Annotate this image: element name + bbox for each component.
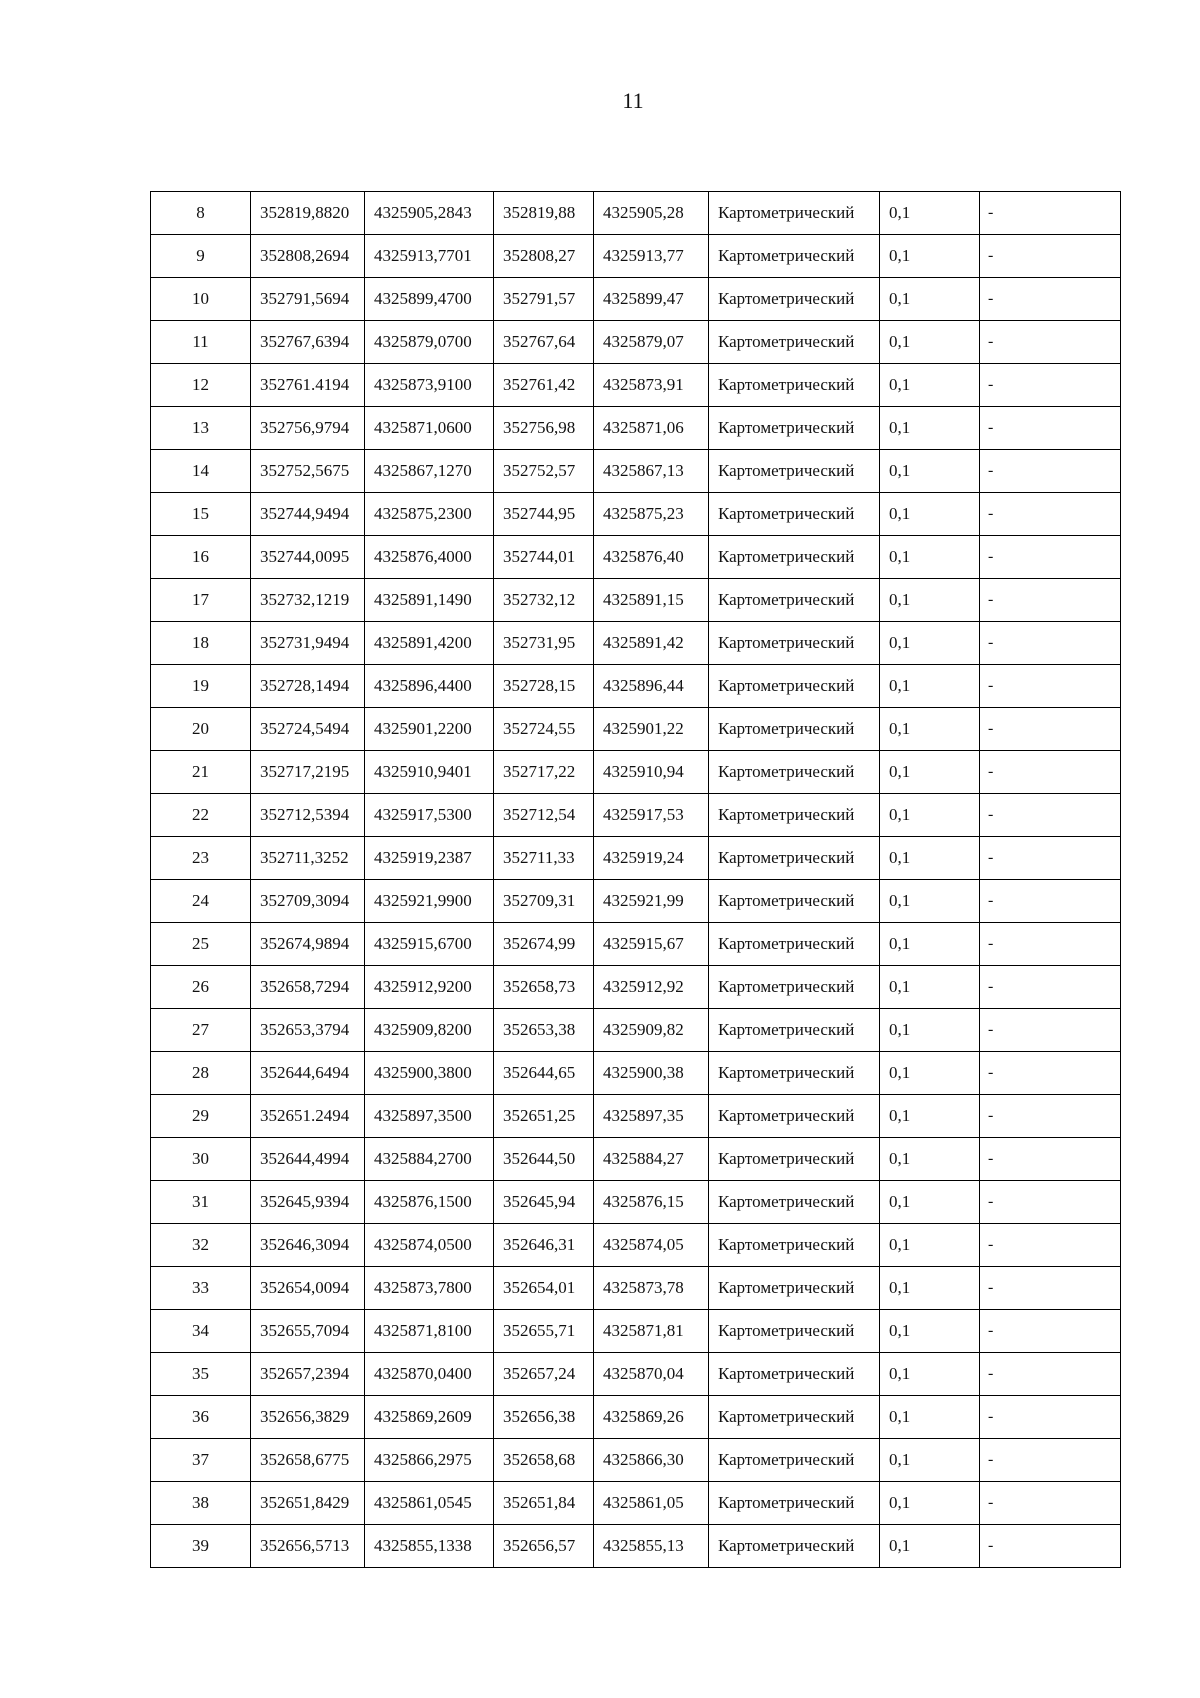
accuracy-cell: 0,1 bbox=[880, 708, 980, 751]
note-cell: - bbox=[980, 1439, 1121, 1482]
coordinates-table bbox=[150, 191, 1121, 1568]
note-cell: - bbox=[980, 880, 1121, 923]
table-row bbox=[151, 923, 1121, 966]
note-cell: - bbox=[980, 794, 1121, 837]
y-coordinate-cell: 4325884,2700 bbox=[365, 1138, 494, 1181]
point-number-cell: 36 bbox=[151, 1396, 251, 1439]
x-rounded-cell: 352732,12 bbox=[494, 579, 594, 622]
x-coordinate-cell: 352732,1219 bbox=[251, 579, 365, 622]
method-cell: Картометрический bbox=[709, 364, 880, 407]
x-rounded-cell: 352711,33 bbox=[494, 837, 594, 880]
y-rounded-cell: 4325919,24 bbox=[594, 837, 709, 880]
table-row bbox=[151, 1095, 1121, 1138]
x-coordinate-cell: 352731,9494 bbox=[251, 622, 365, 665]
method-cell: Картометрический bbox=[709, 493, 880, 536]
y-coordinate-cell: 4325899,4700 bbox=[365, 278, 494, 321]
method-cell: Картометрический bbox=[709, 450, 880, 493]
point-number-cell: 26 bbox=[151, 966, 251, 1009]
y-rounded-cell: 4325875,23 bbox=[594, 493, 709, 536]
y-coordinate-cell: 4325905,2843 bbox=[365, 192, 494, 235]
y-rounded-cell: 4325884,27 bbox=[594, 1138, 709, 1181]
y-rounded-cell: 4325870,04 bbox=[594, 1353, 709, 1396]
y-coordinate-cell: 4325891,4200 bbox=[365, 622, 494, 665]
x-coordinate-cell: 352709,3094 bbox=[251, 880, 365, 923]
table-row bbox=[151, 622, 1121, 665]
point-number-cell: 20 bbox=[151, 708, 251, 751]
accuracy-cell: 0,1 bbox=[880, 837, 980, 880]
x-rounded-cell: 352674,99 bbox=[494, 923, 594, 966]
x-rounded-cell: 352651,84 bbox=[494, 1482, 594, 1525]
table-row bbox=[151, 794, 1121, 837]
x-coordinate-cell: 352674,9894 bbox=[251, 923, 365, 966]
note-cell: - bbox=[980, 1310, 1121, 1353]
method-cell: Картометрический bbox=[709, 1439, 880, 1482]
y-coordinate-cell: 4325896,4400 bbox=[365, 665, 494, 708]
x-coordinate-cell: 352712,5394 bbox=[251, 794, 365, 837]
x-coordinate-cell: 352644,6494 bbox=[251, 1052, 365, 1095]
accuracy-cell: 0,1 bbox=[880, 794, 980, 837]
x-rounded-cell: 352646,31 bbox=[494, 1224, 594, 1267]
x-rounded-cell: 352712,54 bbox=[494, 794, 594, 837]
y-rounded-cell: 4325869,26 bbox=[594, 1396, 709, 1439]
y-coordinate-cell: 4325876,1500 bbox=[365, 1181, 494, 1224]
x-rounded-cell: 352728,15 bbox=[494, 665, 594, 708]
accuracy-cell: 0,1 bbox=[880, 622, 980, 665]
method-cell: Картометрический bbox=[709, 278, 880, 321]
y-rounded-cell: 4325866,30 bbox=[594, 1439, 709, 1482]
x-rounded-cell: 352651,25 bbox=[494, 1095, 594, 1138]
point-number-cell: 17 bbox=[151, 579, 251, 622]
note-cell: - bbox=[980, 579, 1121, 622]
x-coordinate-cell: 352656,3829 bbox=[251, 1396, 365, 1439]
method-cell: Картометрический bbox=[709, 880, 880, 923]
method-cell: Картометрический bbox=[709, 1525, 880, 1568]
y-rounded-cell: 4325912,92 bbox=[594, 966, 709, 1009]
x-rounded-cell: 352744,01 bbox=[494, 536, 594, 579]
y-rounded-cell: 4325901,22 bbox=[594, 708, 709, 751]
accuracy-cell: 0,1 bbox=[880, 321, 980, 364]
y-coordinate-cell: 4325869,2609 bbox=[365, 1396, 494, 1439]
table-row bbox=[151, 493, 1121, 536]
y-rounded-cell: 4325855,13 bbox=[594, 1525, 709, 1568]
method-cell: Картометрический bbox=[709, 751, 880, 794]
x-coordinate-cell: 352756,9794 bbox=[251, 407, 365, 450]
note-cell: - bbox=[980, 1181, 1121, 1224]
y-coordinate-cell: 4325915,6700 bbox=[365, 923, 494, 966]
y-rounded-cell: 4325871,81 bbox=[594, 1310, 709, 1353]
x-coordinate-cell: 352655,7094 bbox=[251, 1310, 365, 1353]
x-coordinate-cell: 352819,8820 bbox=[251, 192, 365, 235]
x-coordinate-cell: 352791,5694 bbox=[251, 278, 365, 321]
note-cell: - bbox=[980, 1138, 1121, 1181]
method-cell: Картометрический bbox=[709, 966, 880, 1009]
y-coordinate-cell: 4325876,4000 bbox=[365, 536, 494, 579]
method-cell: Картометрический bbox=[709, 794, 880, 837]
x-rounded-cell: 352717,22 bbox=[494, 751, 594, 794]
x-coordinate-cell: 352645,9394 bbox=[251, 1181, 365, 1224]
table-row bbox=[151, 880, 1121, 923]
accuracy-cell: 0,1 bbox=[880, 1310, 980, 1353]
y-coordinate-cell: 4325919,2387 bbox=[365, 837, 494, 880]
y-coordinate-cell: 4325855,1338 bbox=[365, 1525, 494, 1568]
accuracy-cell: 0,1 bbox=[880, 450, 980, 493]
note-cell: - bbox=[980, 665, 1121, 708]
method-cell: Картометрический bbox=[709, 1224, 880, 1267]
x-rounded-cell: 352644,50 bbox=[494, 1138, 594, 1181]
point-number-cell: 12 bbox=[151, 364, 251, 407]
note-cell: - bbox=[980, 1009, 1121, 1052]
y-rounded-cell: 4325891,42 bbox=[594, 622, 709, 665]
y-rounded-cell: 4325861,05 bbox=[594, 1482, 709, 1525]
y-coordinate-cell: 4325913,7701 bbox=[365, 235, 494, 278]
point-number-cell: 37 bbox=[151, 1439, 251, 1482]
point-number-cell: 31 bbox=[151, 1181, 251, 1224]
x-coordinate-cell: 352761.4194 bbox=[251, 364, 365, 407]
accuracy-cell: 0,1 bbox=[880, 235, 980, 278]
x-coordinate-cell: 352657,2394 bbox=[251, 1353, 365, 1396]
x-coordinate-cell: 352717,2195 bbox=[251, 751, 365, 794]
point-number-cell: 21 bbox=[151, 751, 251, 794]
accuracy-cell: 0,1 bbox=[880, 1095, 980, 1138]
y-coordinate-cell: 4325866,2975 bbox=[365, 1439, 494, 1482]
table-row bbox=[151, 665, 1121, 708]
accuracy-cell: 0,1 bbox=[880, 1181, 980, 1224]
point-number-cell: 38 bbox=[151, 1482, 251, 1525]
point-number-cell: 27 bbox=[151, 1009, 251, 1052]
accuracy-cell: 0,1 bbox=[880, 1396, 980, 1439]
method-cell: Картометрический bbox=[709, 192, 880, 235]
table-row bbox=[151, 1482, 1121, 1525]
x-coordinate-cell: 352744,9494 bbox=[251, 493, 365, 536]
x-rounded-cell: 352756,98 bbox=[494, 407, 594, 450]
y-rounded-cell: 4325910,94 bbox=[594, 751, 709, 794]
note-cell: - bbox=[980, 493, 1121, 536]
note-cell: - bbox=[980, 278, 1121, 321]
accuracy-cell: 0,1 bbox=[880, 880, 980, 923]
y-coordinate-cell: 4325891,1490 bbox=[365, 579, 494, 622]
point-number-cell: 8 bbox=[151, 192, 251, 235]
note-cell: - bbox=[980, 321, 1121, 364]
point-number-cell: 28 bbox=[151, 1052, 251, 1095]
y-rounded-cell: 4325909,82 bbox=[594, 1009, 709, 1052]
accuracy-cell: 0,1 bbox=[880, 751, 980, 794]
x-rounded-cell: 352731,95 bbox=[494, 622, 594, 665]
y-coordinate-cell: 4325873,9100 bbox=[365, 364, 494, 407]
note-cell: - bbox=[980, 837, 1121, 880]
x-coordinate-cell: 352752,5675 bbox=[251, 450, 365, 493]
note-cell: - bbox=[980, 1267, 1121, 1310]
table-row bbox=[151, 1181, 1121, 1224]
point-number-cell: 33 bbox=[151, 1267, 251, 1310]
y-rounded-cell: 4325879,07 bbox=[594, 321, 709, 364]
accuracy-cell: 0,1 bbox=[880, 1052, 980, 1095]
table-row bbox=[151, 536, 1121, 579]
point-number-cell: 16 bbox=[151, 536, 251, 579]
table-row bbox=[151, 1267, 1121, 1310]
table-row bbox=[151, 579, 1121, 622]
y-coordinate-cell: 4325897,3500 bbox=[365, 1095, 494, 1138]
x-rounded-cell: 352808,27 bbox=[494, 235, 594, 278]
point-number-cell: 18 bbox=[151, 622, 251, 665]
accuracy-cell: 0,1 bbox=[880, 923, 980, 966]
x-rounded-cell: 352656,38 bbox=[494, 1396, 594, 1439]
table-row bbox=[151, 407, 1121, 450]
method-cell: Картометрический bbox=[709, 1181, 880, 1224]
accuracy-cell: 0,1 bbox=[880, 1525, 980, 1568]
table-row bbox=[151, 966, 1121, 1009]
x-rounded-cell: 352658,68 bbox=[494, 1439, 594, 1482]
point-number-cell: 32 bbox=[151, 1224, 251, 1267]
accuracy-cell: 0,1 bbox=[880, 579, 980, 622]
point-number-cell: 10 bbox=[151, 278, 251, 321]
table-row bbox=[151, 1525, 1121, 1568]
y-rounded-cell: 4325876,40 bbox=[594, 536, 709, 579]
point-number-cell: 24 bbox=[151, 880, 251, 923]
x-rounded-cell: 352658,73 bbox=[494, 966, 594, 1009]
x-coordinate-cell: 352658,6775 bbox=[251, 1439, 365, 1482]
table-row bbox=[151, 364, 1121, 407]
y-coordinate-cell: 4325867,1270 bbox=[365, 450, 494, 493]
accuracy-cell: 0,1 bbox=[880, 364, 980, 407]
x-coordinate-cell: 352728,1494 bbox=[251, 665, 365, 708]
accuracy-cell: 0,1 bbox=[880, 665, 980, 708]
x-coordinate-cell: 352808,2694 bbox=[251, 235, 365, 278]
y-coordinate-cell: 4325873,7800 bbox=[365, 1267, 494, 1310]
accuracy-cell: 0,1 bbox=[880, 278, 980, 321]
accuracy-cell: 0,1 bbox=[880, 1353, 980, 1396]
method-cell: Картометрический bbox=[709, 579, 880, 622]
y-coordinate-cell: 4325871,0600 bbox=[365, 407, 494, 450]
table-row bbox=[151, 278, 1121, 321]
x-rounded-cell: 352752,57 bbox=[494, 450, 594, 493]
y-rounded-cell: 4325876,15 bbox=[594, 1181, 709, 1224]
y-rounded-cell: 4325897,35 bbox=[594, 1095, 709, 1138]
table-row bbox=[151, 837, 1121, 880]
x-rounded-cell: 352653,38 bbox=[494, 1009, 594, 1052]
y-coordinate-cell: 4325901,2200 bbox=[365, 708, 494, 751]
method-cell: Картометрический bbox=[709, 1310, 880, 1353]
note-cell: - bbox=[980, 708, 1121, 751]
point-number-cell: 9 bbox=[151, 235, 251, 278]
accuracy-cell: 0,1 bbox=[880, 1267, 980, 1310]
table-row bbox=[151, 192, 1121, 235]
point-number-cell: 15 bbox=[151, 493, 251, 536]
x-rounded-cell: 352655,71 bbox=[494, 1310, 594, 1353]
accuracy-cell: 0,1 bbox=[880, 493, 980, 536]
x-coordinate-cell: 352658,7294 bbox=[251, 966, 365, 1009]
note-cell: - bbox=[980, 407, 1121, 450]
y-coordinate-cell: 4325879,0700 bbox=[365, 321, 494, 364]
y-rounded-cell: 4325871,06 bbox=[594, 407, 709, 450]
accuracy-cell: 0,1 bbox=[880, 407, 980, 450]
table-row bbox=[151, 1439, 1121, 1482]
x-rounded-cell: 352656,57 bbox=[494, 1525, 594, 1568]
y-rounded-cell: 4325915,67 bbox=[594, 923, 709, 966]
method-cell: Картометрический bbox=[709, 1052, 880, 1095]
note-cell: - bbox=[980, 622, 1121, 665]
y-coordinate-cell: 4325912,9200 bbox=[365, 966, 494, 1009]
point-number-cell: 25 bbox=[151, 923, 251, 966]
table-row bbox=[151, 1353, 1121, 1396]
note-cell: - bbox=[980, 1224, 1121, 1267]
y-coordinate-cell: 4325875,2300 bbox=[365, 493, 494, 536]
point-number-cell: 13 bbox=[151, 407, 251, 450]
note-cell: - bbox=[980, 1052, 1121, 1095]
accuracy-cell: 0,1 bbox=[880, 1138, 980, 1181]
method-cell: Картометрический bbox=[709, 1138, 880, 1181]
x-coordinate-cell: 352744,0095 bbox=[251, 536, 365, 579]
note-cell: - bbox=[980, 1396, 1121, 1439]
note-cell: - bbox=[980, 966, 1121, 1009]
method-cell: Картометрический bbox=[709, 837, 880, 880]
y-coordinate-cell: 4325871,8100 bbox=[365, 1310, 494, 1353]
x-coordinate-cell: 352767,6394 bbox=[251, 321, 365, 364]
y-rounded-cell: 4325917,53 bbox=[594, 794, 709, 837]
note-cell: - bbox=[980, 1095, 1121, 1138]
x-coordinate-cell: 352724,5494 bbox=[251, 708, 365, 751]
y-rounded-cell: 4325899,47 bbox=[594, 278, 709, 321]
page-number: 11 bbox=[622, 88, 644, 113]
point-number-cell: 34 bbox=[151, 1310, 251, 1353]
x-rounded-cell: 352645,94 bbox=[494, 1181, 594, 1224]
y-rounded-cell: 4325873,78 bbox=[594, 1267, 709, 1310]
table-row bbox=[151, 1009, 1121, 1052]
x-coordinate-cell: 352656,5713 bbox=[251, 1525, 365, 1568]
x-coordinate-cell: 352644,4994 bbox=[251, 1138, 365, 1181]
method-cell: Картометрический bbox=[709, 407, 880, 450]
point-number-cell: 14 bbox=[151, 450, 251, 493]
table-row bbox=[151, 450, 1121, 493]
method-cell: Картометрический bbox=[709, 708, 880, 751]
accuracy-cell: 0,1 bbox=[880, 1482, 980, 1525]
y-rounded-cell: 4325921,99 bbox=[594, 880, 709, 923]
accuracy-cell: 0,1 bbox=[880, 1224, 980, 1267]
accuracy-cell: 0,1 bbox=[880, 966, 980, 1009]
y-coordinate-cell: 4325874,0500 bbox=[365, 1224, 494, 1267]
method-cell: Картометрический bbox=[709, 665, 880, 708]
y-coordinate-cell: 4325917,5300 bbox=[365, 794, 494, 837]
table-row bbox=[151, 1052, 1121, 1095]
table-row bbox=[151, 708, 1121, 751]
note-cell: - bbox=[980, 751, 1121, 794]
note-cell: - bbox=[980, 192, 1121, 235]
note-cell: - bbox=[980, 235, 1121, 278]
table-row bbox=[151, 1396, 1121, 1439]
y-rounded-cell: 4325896,44 bbox=[594, 665, 709, 708]
x-rounded-cell: 352767,64 bbox=[494, 321, 594, 364]
y-rounded-cell: 4325905,28 bbox=[594, 192, 709, 235]
table-row bbox=[151, 1310, 1121, 1353]
x-coordinate-cell: 352653,3794 bbox=[251, 1009, 365, 1052]
y-coordinate-cell: 4325909,8200 bbox=[365, 1009, 494, 1052]
x-rounded-cell: 352644,65 bbox=[494, 1052, 594, 1095]
x-rounded-cell: 352819,88 bbox=[494, 192, 594, 235]
note-cell: - bbox=[980, 1353, 1121, 1396]
note-cell: - bbox=[980, 450, 1121, 493]
y-coordinate-cell: 4325921,9900 bbox=[365, 880, 494, 923]
point-number-cell: 22 bbox=[151, 794, 251, 837]
method-cell: Картометрический bbox=[709, 536, 880, 579]
accuracy-cell: 0,1 bbox=[880, 1439, 980, 1482]
x-coordinate-cell: 352654,0094 bbox=[251, 1267, 365, 1310]
y-coordinate-cell: 4325900,3800 bbox=[365, 1052, 494, 1095]
table-row bbox=[151, 1138, 1121, 1181]
point-number-cell: 29 bbox=[151, 1095, 251, 1138]
y-rounded-cell: 4325913,77 bbox=[594, 235, 709, 278]
y-rounded-cell: 4325873,91 bbox=[594, 364, 709, 407]
point-number-cell: 19 bbox=[151, 665, 251, 708]
x-rounded-cell: 352657,24 bbox=[494, 1353, 594, 1396]
point-number-cell: 23 bbox=[151, 837, 251, 880]
method-cell: Картометрический bbox=[709, 235, 880, 278]
table-row bbox=[151, 235, 1121, 278]
x-coordinate-cell: 352651,8429 bbox=[251, 1482, 365, 1525]
x-rounded-cell: 352654,01 bbox=[494, 1267, 594, 1310]
y-rounded-cell: 4325891,15 bbox=[594, 579, 709, 622]
x-rounded-cell: 352709,31 bbox=[494, 880, 594, 923]
accuracy-cell: 0,1 bbox=[880, 1009, 980, 1052]
method-cell: Картометрический bbox=[709, 923, 880, 966]
point-number-cell: 39 bbox=[151, 1525, 251, 1568]
method-cell: Картометрический bbox=[709, 1267, 880, 1310]
y-coordinate-cell: 4325861,0545 bbox=[365, 1482, 494, 1525]
y-coordinate-cell: 4325870,0400 bbox=[365, 1353, 494, 1396]
method-cell: Картометрический bbox=[709, 1396, 880, 1439]
y-rounded-cell: 4325867,13 bbox=[594, 450, 709, 493]
method-cell: Картометрический bbox=[709, 622, 880, 665]
y-rounded-cell: 4325874,05 bbox=[594, 1224, 709, 1267]
x-coordinate-cell: 352646,3094 bbox=[251, 1224, 365, 1267]
method-cell: Картометрический bbox=[709, 321, 880, 364]
table-row bbox=[151, 321, 1121, 364]
y-rounded-cell: 4325900,38 bbox=[594, 1052, 709, 1095]
method-cell: Картометрический bbox=[709, 1353, 880, 1396]
method-cell: Картометрический bbox=[709, 1095, 880, 1138]
table-row bbox=[151, 1224, 1121, 1267]
point-number-cell: 30 bbox=[151, 1138, 251, 1181]
table-row bbox=[151, 751, 1121, 794]
note-cell: - bbox=[980, 1525, 1121, 1568]
x-coordinate-cell: 352651.2494 bbox=[251, 1095, 365, 1138]
method-cell: Картометрический bbox=[709, 1482, 880, 1525]
note-cell: - bbox=[980, 923, 1121, 966]
method-cell: Картометрический bbox=[709, 1009, 880, 1052]
note-cell: - bbox=[980, 364, 1121, 407]
accuracy-cell: 0,1 bbox=[880, 536, 980, 579]
x-coordinate-cell: 352711,3252 bbox=[251, 837, 365, 880]
x-rounded-cell: 352724,55 bbox=[494, 708, 594, 751]
point-number-cell: 11 bbox=[151, 321, 251, 364]
x-rounded-cell: 352761,42 bbox=[494, 364, 594, 407]
x-rounded-cell: 352744,95 bbox=[494, 493, 594, 536]
accuracy-cell: 0,1 bbox=[880, 192, 980, 235]
x-rounded-cell: 352791,57 bbox=[494, 278, 594, 321]
y-coordinate-cell: 4325910,9401 bbox=[365, 751, 494, 794]
point-number-cell: 35 bbox=[151, 1353, 251, 1396]
note-cell: - bbox=[980, 536, 1121, 579]
note-cell: - bbox=[980, 1482, 1121, 1525]
coordinates-table-body bbox=[151, 192, 1121, 1568]
